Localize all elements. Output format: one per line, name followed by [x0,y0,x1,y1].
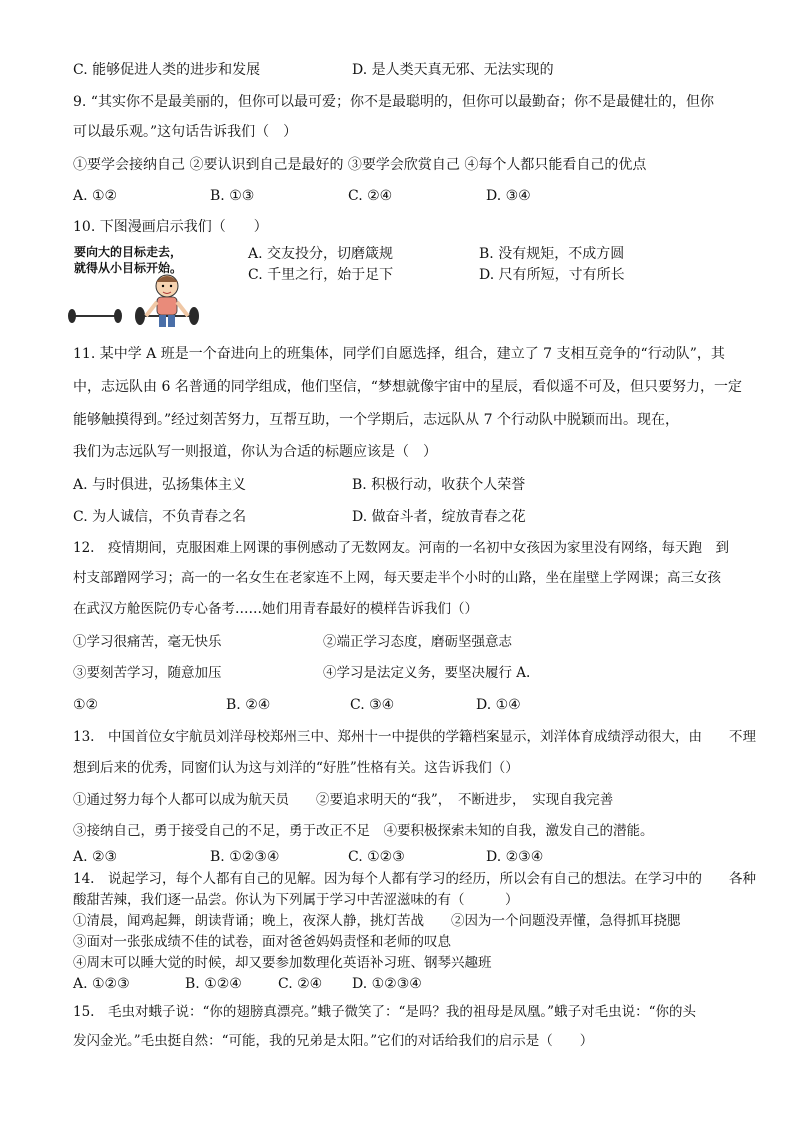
question-12-statement-4: ④学习是法定义务，要坚决履行 A. [323,665,531,681]
question-9-stem-cont: 可以最乐观。”这句话告诉我们（ ） [73,124,298,140]
weightlifting-cartoon [66,240,206,332]
question-12-statement-3: ③要刻苦学习，随意加压 [73,665,222,681]
question-12-option-a: ①② [73,697,99,713]
question-15-stem-cont: 发闪金光。”毛虫挺自然：“可能，我的兄弟是太阳。”它们的对话给我们的启示是（ ） [73,1033,594,1049]
question-11-stem-cont-1: 中，志远队由 6 名普通的同学组成，他们坚信，“梦想就像宇宙中的星辰，看似遥不可及，但只要努力，一定 [73,379,742,395]
question-10-option-b: B. 没有规矩，不成方圆 [479,246,625,262]
cartoon-caption-line-2: 就得从小目标开始。 [74,261,183,275]
question-13-option-c: C. ①②③ [348,849,405,865]
question-12-option-b: B. ②④ [226,697,271,713]
question-9-option-a: A. ①② [73,188,118,204]
question-14-option-b: B. ①②④ [185,976,242,992]
question-15-stem: 15. 毛虫对蛾子说：“你的翅膀真漂亮。”蛾子微笑了：“是吗？我的祖母是凤凰。”蛾子对毛虫说：“你的头 [73,1004,696,1020]
small-barbell-icon [68,309,122,323]
question-13-stem-cont: 想到后来的优秀，同窗们认为这与刘洋的“好胜”性格有关。这告诉我们（） [73,760,519,776]
question-13-statements-1: ①通过努力每个人都可以成为航天员 ②要追求明天的“我”， 不断进步， 实现自我完善 [73,792,614,808]
question-12-option-d: D. ①④ [476,697,521,713]
weightlifter-figure-icon [135,275,199,327]
question-9-option-d: D. ③④ [486,188,531,204]
question-11-option-d: D. 做奋斗者，绽放青春之花 [352,509,526,525]
question-14-statements-1: ①清晨，闻鸡起舞，朗读背诵；晚上，夜深人静，挑灯苦战 ②因为一个问题没弄懂，急得抓耳挠腮 [73,913,681,929]
question-10-option-d: D. 尺有所短，寸有所长 [479,267,625,283]
question-13-statements-2: ③接纳自己，勇于接受自己的不足，勇于改正不足 ④要积极探索未知的自我，激发自己的潜能。 [73,823,654,839]
question-9-option-c: C. ②④ [348,188,393,204]
question-14-option-c: C. ②④ [278,976,323,992]
question-14-statements-2: ③面对一张张成绩不佳的试卷，面对爸爸妈妈责怪和老师的叹息 [73,934,451,950]
option-c: C. 能够促进人类的进步和发展 [73,62,261,78]
question-12-stem-cont-2: 在武汉方舱医院仍专心备考……她们用青春最好的模样告诉我们（） [73,601,478,617]
cartoon-caption-line-1: 要向大的目标走去， [74,245,183,259]
question-13-option-d: D. ②③④ [486,849,544,865]
option-d: D. 是人类天真无邪、无法实现的 [352,62,554,78]
question-12-stem-cont-1: 村支部蹭网学习；高一的一名女生在老家连不上网，每天要走半个小时的山路，坐在崖壁上学网课；高三女孩 [73,570,721,586]
question-12-statement-2: ②端正学习态度，磨砺坚强意志 [323,634,512,650]
question-11-stem-cont-3: 我们为志远队写一则报道，你认为合适的标题应该是（ ） [73,444,437,460]
question-14-option-d: D. ①②③④ [352,976,422,992]
question-10-option-c: C. 千里之行，始于足下 [248,267,394,283]
question-11-stem: 11. 某中学 A 班是一个奋进向上的班集体，同学们自愿选择，组合，建立了 7 支相互竞争的“行动队”，其 [73,346,725,362]
question-11-option-a: A. 与时俱进，弘扬集体主义 [73,477,247,493]
question-14-option-a: A. ①②③ [73,976,130,992]
question-12-option-c: C. ③④ [350,697,395,713]
question-10-stem: 10. 下图漫画启示我们（ ） [73,219,268,235]
question-9-stem: 9. “其实你不是最美丽的，但你可以最可爱；你不是最聪明的，但你可以最勤奋；你不是最健壮的，但你 [73,94,714,110]
question-12-statement-1: ①学习很痛苦，毫无快乐 [73,634,222,650]
question-11-option-b: B. 积极行动，收获个人荣誉 [352,477,526,493]
question-13-option-a: A. ②③ [73,849,118,865]
question-10-option-a: A. 交友投分，切磨箴规 [248,246,394,262]
question-13-stem: 13. 中国首位女宇航员刘洋母校郑州三中、郑州十一中提供的学籍档案显示，刘洋体育成绩浮动很大，由 不理 [73,729,756,745]
question-9-statements: ①要学会接纳自己 ②要认识到自己是最好的 ③要学会欣赏自己 ④每个人都只能看自己的优点 [73,157,647,173]
question-14-stem-cont: 酸甜苦辣，我们逐一品尝。你认为下列属于学习中苦涩滋味的有（ ） [73,892,519,908]
question-11-option-c: C. 为人诚信，不负青春之名 [73,509,247,525]
question-14-statements-3: ④周末可以睡大觉的时候，却又要参加数理化英语补习班、钢琴兴趣班 [73,955,492,971]
question-14-stem: 14. 说起学习，每个人都有自己的见解。因为每个人都有学习的经历，所以会有自己的想法。在学习中的 各种 [73,871,756,887]
question-11-stem-cont-2: 能够触摸得到。”经过刻苦努力，互帮互助，一个学期后，志远队从 7 个行动队中脱颖而出。现在， [73,412,679,428]
question-12-stem: 12. 疫情期间，克服困难上网课的事例感动了无数网友。河南的一名初中女孩因为家里没有网络，每天跑 到 [73,540,729,556]
question-9-option-b: B. ①③ [210,188,255,204]
question-13-option-b: B. ①②③④ [210,849,280,865]
